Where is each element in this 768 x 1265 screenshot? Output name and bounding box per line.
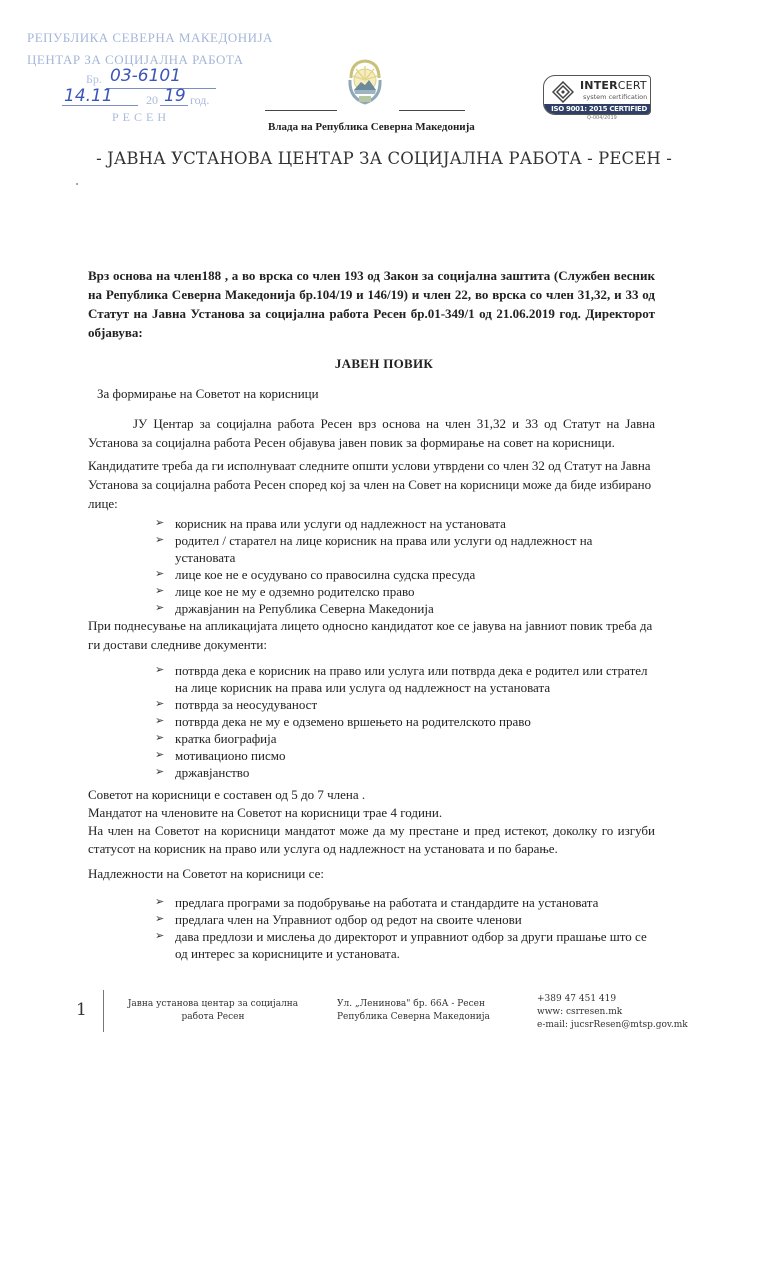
footer-organization — [118, 998, 308, 1024]
registry-stamp — [24, 22, 273, 124]
stamp-underline — [106, 88, 216, 89]
list-item — [155, 696, 655, 713]
arrow-bullet-icon: ➢ — [155, 896, 165, 908]
arrow-bullet-icon: ➢ — [155, 585, 165, 597]
arrow-bullet-icon: ➢ — [155, 732, 165, 744]
stamp-line-republic: РЕПУБЛИКА СЕВЕРНА МАКЕДОНИЈА — [27, 30, 273, 45]
certification-subtitle: system certification — [583, 93, 648, 101]
council-terms — [88, 786, 655, 858]
certification-badge — [543, 75, 651, 119]
footer-divider — [103, 990, 104, 1032]
list-item-text: потврда за неосудуваност — [175, 697, 318, 712]
list-item — [155, 747, 655, 764]
stamp-city: РЕСЕН — [112, 110, 171, 124]
list-item-text: кратка биографија — [175, 731, 277, 746]
arrow-bullet-icon: ➢ — [155, 913, 165, 925]
announcement-paragraph: ЈУ Центар за социјална работа Ресен врз основа на член 31,32 и 33 од Статут на Јавна Установа за социјална работа Ресен објавува јавен повик за формирање на совет на корисници. — [88, 416, 655, 450]
list-item — [155, 662, 655, 696]
stamp-year-suffix: год. — [190, 93, 210, 107]
arrow-bullet-icon: ➢ — [155, 766, 165, 778]
arrow-bullet-icon: ➢ — [155, 534, 165, 546]
coat-of-arms-icon — [345, 58, 385, 106]
footer-address — [337, 998, 522, 1024]
list-item-text: лице кое не му е одземно родителско право — [175, 584, 415, 599]
arrow-bullet-icon: ➢ — [155, 698, 165, 710]
list-item — [155, 911, 655, 928]
list-item — [155, 764, 655, 781]
documents-intro-paragraph: При поднесување на апликацијата лицето односно кандидатот кое се јавува на јавниот повик треба да ги достави следниве документи: — [88, 618, 653, 652]
list-item-text: потврда дека е корисник на право или услуга или потврда дека е родител или стратeл на лице корисник на права или услуга од надлежност на установата — [175, 663, 648, 695]
stamp-number-prefix: Бр. — [86, 72, 102, 86]
list-item-text: државјанин на Република Северна Македонија — [175, 601, 434, 616]
mandate-text: Мандатот на членовите на Советот на корисници трае 4 години. — [88, 805, 443, 820]
arrow-bullet-icon: ➢ — [155, 664, 165, 676]
arrow-bullet-icon: ➢ — [155, 749, 165, 761]
conditions-list — [155, 515, 655, 617]
certification-badge-frame — [543, 75, 651, 115]
list-item-text: државјанство — [175, 765, 250, 780]
list-item-text: потврда дека не му е одземено вршењето на родителското право — [175, 714, 531, 729]
arrow-bullet-icon: ➢ — [155, 602, 165, 614]
arrow-bullet-icon: ➢ — [155, 715, 165, 727]
page-number: 1 — [76, 1000, 87, 1020]
header-rule-right — [399, 110, 465, 111]
council-size-text: Советот на корисници е составен од 5 до 7 члена . — [88, 787, 366, 802]
footer-phone: +389 47 451 419 — [537, 994, 617, 1004]
list-item — [155, 583, 655, 600]
scan-speck — [76, 183, 78, 185]
certification-brand-suffix: CERT — [617, 79, 647, 92]
competencies-list — [155, 894, 655, 962]
certification-brand — [580, 79, 647, 92]
list-item — [155, 713, 655, 730]
stamp-underline — [62, 105, 138, 106]
legal-basis-paragraph: Врз основа на член188 , а во врска со член 193 од Закон за социјална заштита (Службен весник на Република Северна Македонија бр.104/19 и 146/19) и член 22, во врска со член 31,32, и 33 од Статут на Јавна Установа за социјална работа Ресен бр.01-349/1 од 21.06.2019 год. Директорот објавува: — [88, 268, 655, 340]
footer-email[interactable]: e-mail: jucsrResen@mtsp.gov.mk — [537, 1020, 688, 1030]
list-item-text: дава предлози и мислења до директорот и управниот одбор за други прашање што се од интерес за корисниците и установата. — [175, 929, 647, 961]
stamp-date-handwritten: 14.11 — [64, 86, 113, 106]
arrow-bullet-icon: ➢ — [155, 568, 165, 580]
footer-address-line-2: Република Северна Македонија — [337, 1012, 490, 1022]
list-item-text: родител / старател на лице корисник на права или услуги од надлежност на установата — [175, 533, 593, 565]
stamp-number-handwritten: 03-6101 — [110, 66, 182, 86]
stamp-year-handwritten: 19 — [164, 86, 186, 106]
conditions-intro-line-2: Установа за социјална работа Ресен според кој за член на Совет на корисници може да биде избирано — [88, 477, 652, 492]
footer-address-line-1: Ул. „Ленинова" бр. 66А - Ресен — [337, 999, 485, 1009]
footer-org-line-1: Јавна установа центар за социјална — [127, 999, 299, 1009]
stamp-number-row — [86, 66, 182, 87]
list-item — [155, 515, 655, 532]
list-item — [155, 928, 655, 962]
stamp-year-prefix: 20 — [146, 93, 158, 107]
stamp-line-center: ЦЕНТАР ЗА СОЦИЈАЛНА РАБОТА — [27, 52, 244, 67]
list-item-text: мотивационо писмо — [175, 748, 286, 763]
institution-title: - ЈАВНА УСТАНОВА ЦЕНТАР ЗА СОЦИЈАЛНА РАБОТА - РЕСЕН - — [96, 149, 672, 168]
termination-text: На член на Советот на корисници мандатот може да му престане и пред истекот, доколку го изгуби статусот на корисник на право или услуга од надлежност на установата и по барање. — [88, 823, 655, 856]
certification-code: Q-004/2019 — [587, 115, 617, 121]
list-item-text: предлага програми за подобрување на работата и стандардите на установата — [175, 895, 599, 910]
document-heading: ЈАВЕН ПОВИК — [334, 356, 434, 371]
required-documents-list — [155, 662, 655, 781]
list-item — [155, 532, 655, 566]
list-item — [155, 566, 655, 583]
arrow-bullet-icon: ➢ — [155, 517, 165, 529]
list-item-text: предлага член на Управниот одбор од редот на своите членови — [175, 912, 522, 927]
header-rule-left — [265, 110, 337, 111]
footer-org-line-2: работа Ресен — [181, 1012, 245, 1022]
intercert-logo-icon — [552, 81, 574, 103]
list-item-text: лице кое не е осудувано со правосилна судска пресуда — [175, 567, 476, 582]
certification-standard: ISO 9001: 2015 CERTIFIED — [544, 104, 650, 114]
document-subheading: За формирање на Советот на корисници — [97, 386, 319, 401]
footer-contact — [537, 993, 737, 1032]
arrow-bullet-icon: ➢ — [155, 930, 165, 942]
list-item-text: корисник на права или услуги од надлежност на установата — [175, 516, 506, 531]
conditions-intro-line-1: Кандидатите треба да ги исполнуваат следните општи услови утврдени со член 32 од Статут на Јавна — [88, 458, 651, 473]
list-item — [155, 730, 655, 747]
government-name: Влада на Република Северна Македонија — [268, 121, 475, 133]
footer-website[interactable]: www: csrresen.mk — [537, 1007, 623, 1017]
certification-brand-prefix: INTER — [580, 79, 618, 92]
stamp-underline — [160, 105, 188, 106]
conditions-intro-line-3: лице: — [88, 496, 118, 511]
competencies-intro: Надлежности на Советот на корисници се: — [88, 866, 324, 881]
list-item — [155, 894, 655, 911]
list-item — [155, 600, 655, 617]
